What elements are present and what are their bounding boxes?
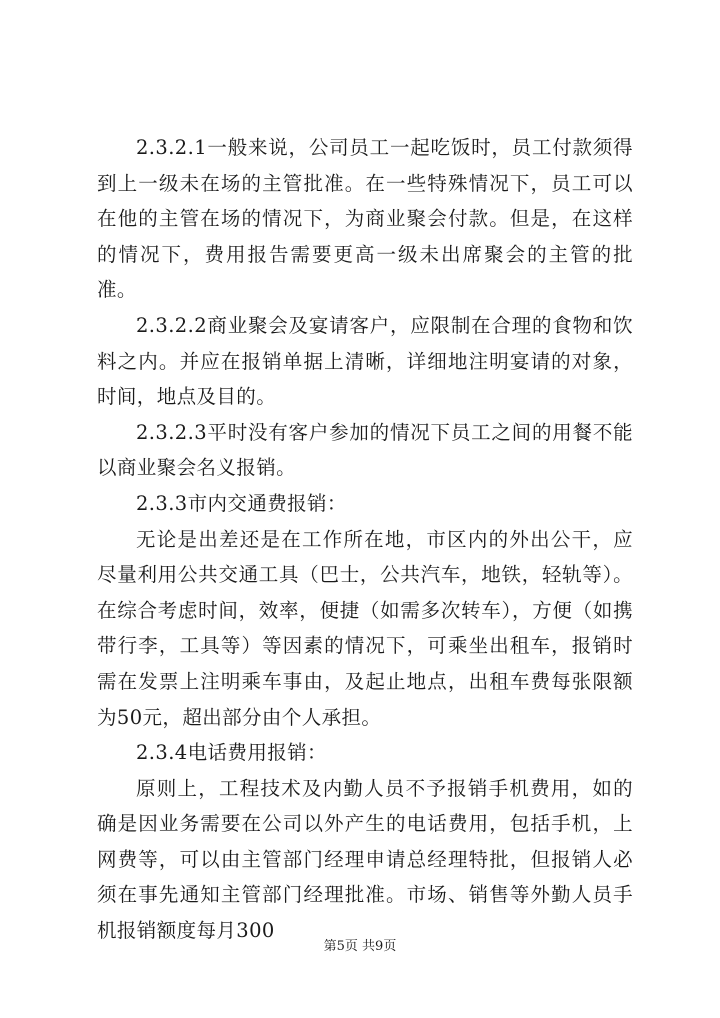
paragraph-phone: 原则上，工程技术及内勤人员不予报销手机费用，如的确是因业务需要在公司以外产生的电话费用，包括手机，上网费等，可以由主管部门经理申请总经理特批，但报销人必须在事先通知主管部门经理批准。市场、销售等外勤人员手机报销额度每月300: [97, 776, 633, 943]
heading-2-3-3: 2.3.3市内交通费报销：: [136, 491, 347, 515]
document-body: [97, 130, 633, 949]
paragraph-2-3-2-1: 2.3.2.1一般来说，公司员工一起吃饭时，员工付款须得到上一级未在场的主管批准。在一些特殊情况下，员工可以在他的主管在场的情况下，为商业聚会付款。但是，在这样的情况下，费用报告需要更高一级未出席聚会的主管的批准。: [97, 136, 633, 302]
paragraph-2-3-2-3: 2.3.2.3平时没有客户参加的情况下员工之间的用餐不能以商业聚会名义报销。: [97, 420, 633, 480]
page-number-footer: 第5页 共9页: [323, 939, 397, 954]
paragraph-2-3-2-2: 2.3.2.2商业聚会及宴请客户，应限制在合理的食物和饮料之内。并应在报销单据上清晰，详细地注明宴请的对象，时间，地点及目的。: [97, 313, 633, 409]
heading-2-3-4: 2.3.4电话费用报销：: [136, 741, 327, 765]
paragraph-transport: 无论是出差还是在工作所在地，市区内的外出公干，应尽量利用公共交通工具（巴士，公共汽车，地铁，轻轨等）。在综合考虑时间，效率，便捷（如需多次转车），方便（如携带行李，工具等）等因素的情况下，可乘坐出租车，报销时需在发票上注明乘车事由，及起止地点，出租车费每张限额为50元，超出部分由个人承担。: [97, 527, 633, 729]
